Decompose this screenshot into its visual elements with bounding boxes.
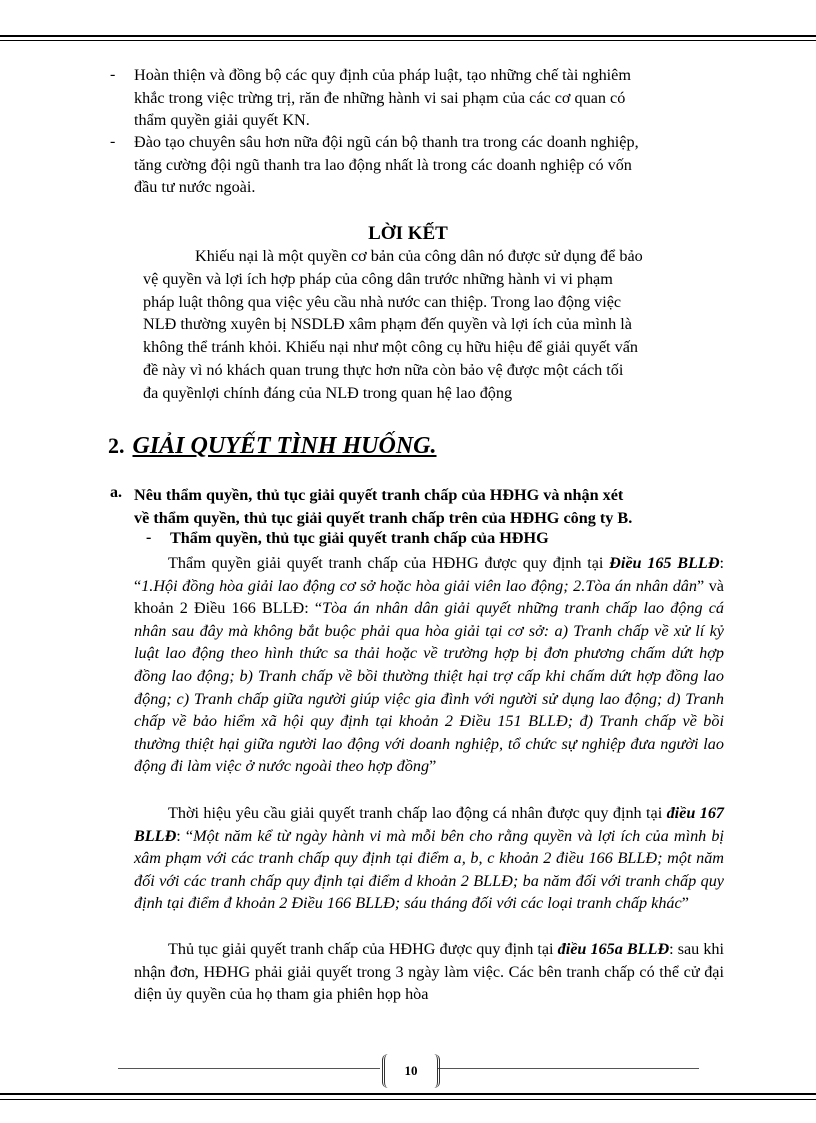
- question-line: về thẩm quyền, thủ tục giải quyết tranh chấp trên của HĐHG công ty B.: [134, 508, 633, 527]
- bullet-line: đầu tư nước ngoài.: [134, 178, 256, 197]
- bullet-marker: -: [110, 66, 116, 83]
- quoted-law: 1.Hội đồng hòa giải lao động cơ sở hoặc hòa giải viên lao động; 2.Tòa án nhân dân: [141, 576, 697, 595]
- text-run: ” và khoản 2 Điều 166 BLLĐ: “: [134, 576, 724, 618]
- section-title: GIẢI QUYẾT TÌNH HUỐNG.: [132, 433, 437, 459]
- footer-line-left: [118, 1068, 380, 1069]
- bullet-item-2: [134, 131, 724, 199]
- header-rule: [0, 35, 816, 37]
- paragraph-procedure: [134, 938, 724, 1006]
- bullet-marker: -: [110, 133, 116, 150]
- text-run: : “: [176, 826, 194, 845]
- paragraph-jurisdiction: [134, 552, 724, 778]
- paragraph-limitation: [134, 802, 724, 915]
- question-line: Nêu thẩm quyền, thủ tục giải quyết tranh chấp của HĐHG và nhận xét: [134, 486, 624, 504]
- conclusion-line: NLĐ thường xuyên bị NSDLĐ xâm phạm đến quyền và lợi ích của mình là: [143, 315, 632, 334]
- conclusion-line: Khiếu nại là một quyền cơ bản của công dân nó được sử dụng để bảo: [195, 247, 643, 265]
- bullet-line: khắc trong việc trừng trị, răn đe những hành vi sai phạm của các cơ quan có: [134, 88, 626, 107]
- paragraph-text: [134, 802, 724, 915]
- text-run: Thủ tục giải quyết tranh chấp của HĐHG được quy định tại: [168, 940, 558, 958]
- text-run: ”: [681, 894, 689, 913]
- paragraph-text: [134, 938, 724, 1006]
- bullet-line: Hoàn thiện và đồng bộ các quy định của pháp luật, tạo những chế tài nghiêm: [134, 66, 631, 84]
- conclusion-paragraph: [143, 245, 723, 405]
- text-run: : sau khi nhận đơn, HĐHG phải giải quyết trong 3 ngày làm việc. Các bên tranh chấp có thể cử đại diện ủy quyền của họ tham gia phiên họp hòa: [134, 940, 725, 1004]
- bullet-line: thẩm quyền giải quyết KN.: [134, 111, 310, 130]
- conclusion-line: đề này vì nó khách quan trung thực hơn nữa còn bảo vệ được một cách tối: [143, 360, 624, 379]
- text-run: : “: [134, 554, 725, 595]
- text-run: Thẩm quyền giải quyết tranh chấp của HĐHG được quy định tại: [168, 554, 610, 572]
- page-number: 10: [382, 1054, 440, 1088]
- text-run: ”: [429, 757, 437, 776]
- conclusion-title: LỜI KẾT: [368, 223, 448, 244]
- text-run: Thời hiệu yêu cầu giải quyết tranh chấp lao động cá nhân được quy định tại: [168, 804, 667, 822]
- law-reference: Điều 165 BLLĐ: [609, 554, 720, 572]
- bullet-line: tăng cường đội ngũ thanh tra lao động nhất là trong các doanh nghiệp có vốn: [134, 155, 632, 174]
- conclusion-line: pháp luật thông qua việc yêu cầu nhà nước can thiệp. Trong lao động việc: [143, 292, 622, 311]
- paragraph-text: [134, 552, 724, 778]
- law-reference: điều 167 BLLĐ: [134, 804, 725, 845]
- footer-rule: [0, 1093, 816, 1095]
- header-rule-thin: [0, 40, 816, 41]
- section-number: 2.: [108, 433, 125, 458]
- bullet-line: Đào tạo chuyên sâu hơn nữa đội ngũ cán bộ thanh tra trong các doanh nghiệp,: [134, 133, 639, 151]
- law-reference: điều 165a BLLĐ: [557, 940, 670, 958]
- footer-rule-thin: [0, 1099, 816, 1100]
- footer-line-right: [437, 1068, 699, 1069]
- subheading-marker: -: [146, 529, 152, 546]
- conclusion-line: vệ quyền và lợi ích hợp pháp của công dân trước những hành vi vi phạm: [143, 269, 613, 288]
- subheading: Thẩm quyền, thủ tục giải quyết tranh chấp của HĐHG: [170, 529, 549, 547]
- conclusion-line: không thể tránh khỏi. Khiếu nại như một công cụ hữu hiệu để giải quyết vấn: [143, 338, 638, 357]
- question-label: a.: [110, 484, 122, 501]
- question-text: [134, 484, 724, 529]
- section-heading: [108, 433, 437, 460]
- quoted-law: Một năm kể từ ngày hành vi mà mỗi bên cho rằng quyền và lợi ích của mình bị xâm phạm với các tranh chấp quy định tại điểm a, b, c khoản 2 điều 166 BLLĐ; một năm đối với các tranh chấp quy định tại điểm d khoản 2 BLLĐ; ba năm đối với tranh chấp quy định tại điểm đ khoản 2 Điều 166 BLLĐ; sáu tháng đối với các loại tranh chấp khác: [134, 826, 724, 913]
- quoted-law: Tòa án nhân dân giải quyết những tranh chấp lao động cá nhân sau đây mà không bắt buộc phải qua hòa giải tại cơ sở: a) Tranh chấp về xử lí kỷ luật lao động theo hình thức sa thải hoặc về trường hợp bị đơn phương chấm dứt hợp đồng lao động; b) Tranh chấp về bồi thường thiệt hại trợ cấp khi chấm dứt hợp đồng lao động; c) Tranh chấp giữa người giúp việc gia đình với người sử dụng lao động; d) Tranh chấp về bảo hiểm xã hội quy định tại khoản 2 Điều 151 BLLĐ; đ) Tranh chấp về bồi thường thiệt hại giữa người lao động với doanh nghiệp, tổ chức sự nghiệp đưa người lao động đi làm việc ở nước ngoài theo hợp đồng: [134, 599, 724, 776]
- bullet-item-1: [134, 64, 724, 132]
- conclusion-line: đa quyềnlợi chính đáng của NLĐ trong quan hệ lao động: [143, 383, 513, 402]
